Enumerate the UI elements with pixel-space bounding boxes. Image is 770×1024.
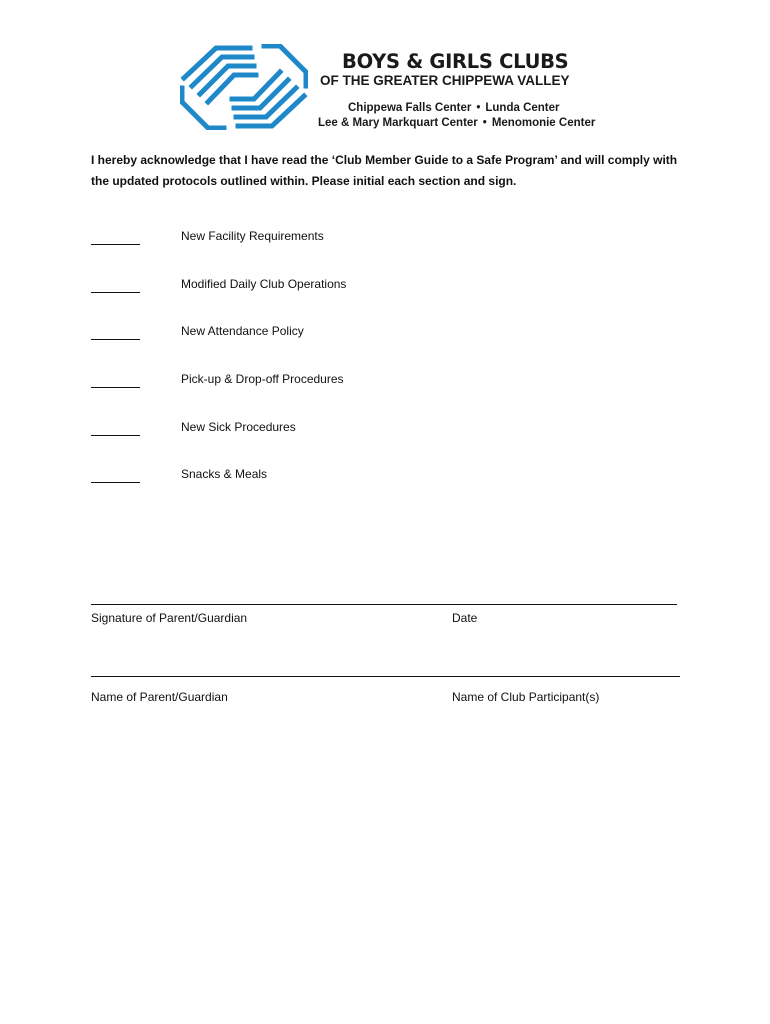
initial-field[interactable]	[91, 419, 140, 436]
signature-date-line[interactable]	[91, 604, 677, 605]
section-row	[91, 228, 691, 276]
section-row	[91, 419, 691, 467]
centers-line-2	[318, 117, 595, 129]
interlocking-hands-logo-icon	[180, 44, 308, 130]
section-label: New Attendance Policy	[181, 324, 304, 339]
section-label: Snacks & Meals	[181, 467, 268, 482]
initial-field[interactable]	[91, 371, 140, 388]
center-lunda: Lunda Center	[485, 102, 560, 114]
guardian-name-label: Name of Parent/Guardian	[91, 690, 228, 704]
bullet-separator: •	[476, 102, 481, 114]
section-label: New Sick Procedures	[181, 419, 296, 434]
section-row	[91, 276, 691, 324]
initial-field[interactable]	[91, 323, 140, 340]
org-subtitle: OF THE GREATER CHIPPEWA VALLEY	[320, 73, 570, 88]
center-menomonie: Menomonie Center	[491, 117, 596, 129]
org-name: BOYS & GIRLS CLUBS	[342, 50, 569, 73]
section-label: New Facility Requirements	[181, 229, 324, 243]
initial-field[interactable]	[91, 228, 140, 245]
initial-field[interactable]	[91, 466, 140, 483]
section-initials-list	[91, 228, 691, 514]
bullet-separator: •	[482, 117, 487, 129]
section-label: Modified Daily Club Operations	[181, 276, 347, 291]
section-row	[91, 371, 691, 419]
center-markquart: Lee & Mary Markquart Center	[318, 117, 478, 129]
names-line[interactable]	[91, 676, 680, 677]
centers-line-1	[348, 102, 560, 114]
participant-name-label: Name of Club Participant(s)	[452, 690, 600, 704]
initial-field[interactable]	[91, 276, 140, 293]
section-row	[91, 323, 691, 371]
acknowledgement-statement: I hereby acknowledge that I have read the ‘Club Member Guide to a Safe Program’ and will comply with the updated protocols outlined within. Please initial each section and sign.	[91, 153, 678, 188]
section-row	[91, 466, 691, 514]
signature-label: Signature of Parent/Guardian	[91, 611, 248, 625]
letterhead	[180, 44, 600, 134]
center-chippewa-falls: Chippewa Falls Center	[348, 102, 472, 114]
date-label: Date	[452, 611, 478, 625]
section-label: Pick-up & Drop-off Procedures	[181, 372, 344, 387]
